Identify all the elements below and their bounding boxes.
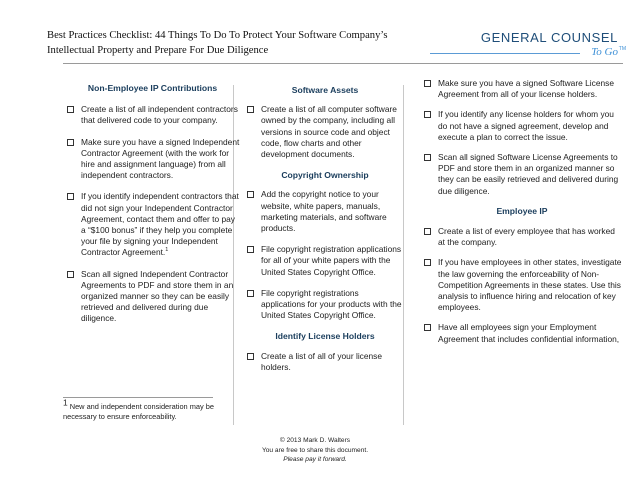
checklist-item-text: Have all employees sign your Employment Agreement that includes confidential information, bbox=[438, 322, 620, 344]
header-divider bbox=[63, 63, 623, 64]
checklist-item-text: If you identify any license holders for whom you do not have a signed agreement, develop and execute a plan to correct the issue. bbox=[438, 109, 614, 142]
footer-share-note: You are free to share this document. bbox=[261, 446, 369, 454]
checkbox-icon[interactable] bbox=[67, 193, 74, 200]
checklist-item bbox=[422, 257, 622, 313]
checklist-item bbox=[65, 269, 240, 325]
footnote-mark: 1 bbox=[63, 397, 68, 408]
checklist-item-text: Create a list of all computer software owned by the company, including all versions in source code and object code, flow charts and other development documents. bbox=[261, 104, 397, 160]
checklist-item bbox=[65, 137, 240, 182]
checklist-item-text: File copyright registration applications for all of your white papers with the United States Copyright Office. bbox=[261, 244, 402, 277]
checkbox-icon[interactable] bbox=[247, 246, 254, 253]
checklist-item-text: Create a list of all independent contractors that delivered code to your company. bbox=[81, 104, 238, 126]
footnote bbox=[63, 397, 228, 422]
section-heading-identify-license-holders: Identify License Holders bbox=[275, 331, 375, 342]
document-title: Best Practices Checklist: 44 Things To Do To Protect Your Software Company’s Intellectual Property and Prepare For Due Diligence bbox=[47, 30, 388, 56]
checkbox-icon[interactable] bbox=[247, 106, 254, 113]
column-non-employee-ip bbox=[65, 78, 240, 335]
checklist-item bbox=[245, 351, 405, 373]
checklist-item bbox=[422, 109, 622, 143]
footer-pay-it-forward: Please pay it forward. bbox=[283, 456, 347, 464]
checkbox-icon[interactable] bbox=[424, 259, 431, 266]
checkbox-icon[interactable] bbox=[247, 290, 254, 297]
section-heading-software-assets: Software Assets bbox=[291, 85, 359, 95]
checkbox-icon[interactable] bbox=[424, 154, 431, 161]
logo-underline bbox=[430, 53, 580, 54]
column-licenses-employee-ip bbox=[422, 78, 622, 354]
checklist-item bbox=[245, 189, 405, 234]
checklist-item bbox=[422, 152, 622, 197]
checklist-item-text: File copyright registrations applications for your products with the United States Copyright Office. bbox=[261, 287, 402, 321]
checklist-item-body: If you identify independent contractors that did not sign your Independent Contractor Agreement, contact them and offer to pay a “$100 bonus” if they help you complete your file by signing your Independent Contractor Agreement. bbox=[81, 191, 239, 258]
checkbox-icon[interactable] bbox=[67, 139, 74, 146]
checklist-item-text: Scan all signed Software License Agreements to PDF and store them in an organized manner so they can be easily retrieved and delivered during due diligence. bbox=[438, 152, 619, 196]
general-counsel-logo bbox=[480, 30, 626, 60]
checkbox-icon[interactable] bbox=[247, 191, 254, 198]
checklist-item bbox=[65, 104, 240, 126]
checkbox-icon[interactable] bbox=[67, 106, 74, 113]
checklist-item bbox=[422, 78, 622, 100]
checklist-item-text: Make sure you have a signed Software License Agreement from all of your license holders. bbox=[438, 78, 614, 100]
checklist-item-text: Create a list of every employee that has worked at the company. bbox=[438, 226, 615, 248]
checkbox-icon[interactable] bbox=[247, 353, 254, 360]
checklist-item bbox=[245, 288, 405, 322]
checklist-item bbox=[65, 191, 240, 258]
checklist-item-text bbox=[81, 191, 240, 258]
checklist-item bbox=[245, 244, 405, 278]
checkbox-icon[interactable] bbox=[424, 324, 431, 331]
checklist-item-text: Scan all signed Independent Contractor Agreements to PDF and store them in an organized manner so they can be easily retrieved and delivered during due diligence. bbox=[81, 268, 234, 324]
checklist-item-text: Add the copyright notice to your website, white papers, manuals, marketing materials, and software products. bbox=[261, 189, 387, 234]
section-heading-employee-ip: Employee IP bbox=[496, 205, 548, 216]
checkbox-icon[interactable] bbox=[67, 271, 74, 278]
logo-sub-row bbox=[481, 46, 626, 60]
checklist-item-text: Create a list of all of your license holders. bbox=[261, 350, 383, 372]
section-heading-copyright-ownership: Copyright Ownership bbox=[281, 170, 369, 181]
checklist-item bbox=[422, 322, 622, 344]
checklist-item bbox=[422, 226, 622, 248]
footer-copyright: © 2013 Mark D. Walters bbox=[279, 437, 351, 444]
checkbox-icon[interactable] bbox=[424, 111, 431, 118]
checkbox-icon[interactable] bbox=[424, 228, 431, 235]
footnote-reference: 1 bbox=[165, 247, 169, 254]
footnote-divider bbox=[63, 397, 213, 398]
logo-sub-text: To Go bbox=[591, 46, 618, 58]
checklist-item-text: If you have employees in other states, investigate the law governing the enforceability of Non-Competition Agreements in these states. Use this analysis to influence hiring and relocation of key employees. bbox=[438, 257, 622, 313]
page-footer bbox=[215, 436, 415, 465]
section-heading-non-employee-ip: Non-Employee IP Contributions bbox=[87, 83, 218, 93]
checkbox-icon[interactable] bbox=[424, 80, 431, 87]
footnote-text: New and independent consideration may be necessary to ensure enforceability. bbox=[63, 402, 214, 421]
logo-trademark: TM bbox=[618, 46, 626, 52]
logo-main-text: GENERAL COUNSEL bbox=[480, 30, 618, 45]
column-software-copyright bbox=[245, 78, 405, 383]
checklist-item-text: Make sure you have a signed Independent Contractor Agreement (with the work for hire and assignment language) from all independent contractors. bbox=[81, 136, 240, 181]
checklist-item bbox=[245, 104, 405, 160]
